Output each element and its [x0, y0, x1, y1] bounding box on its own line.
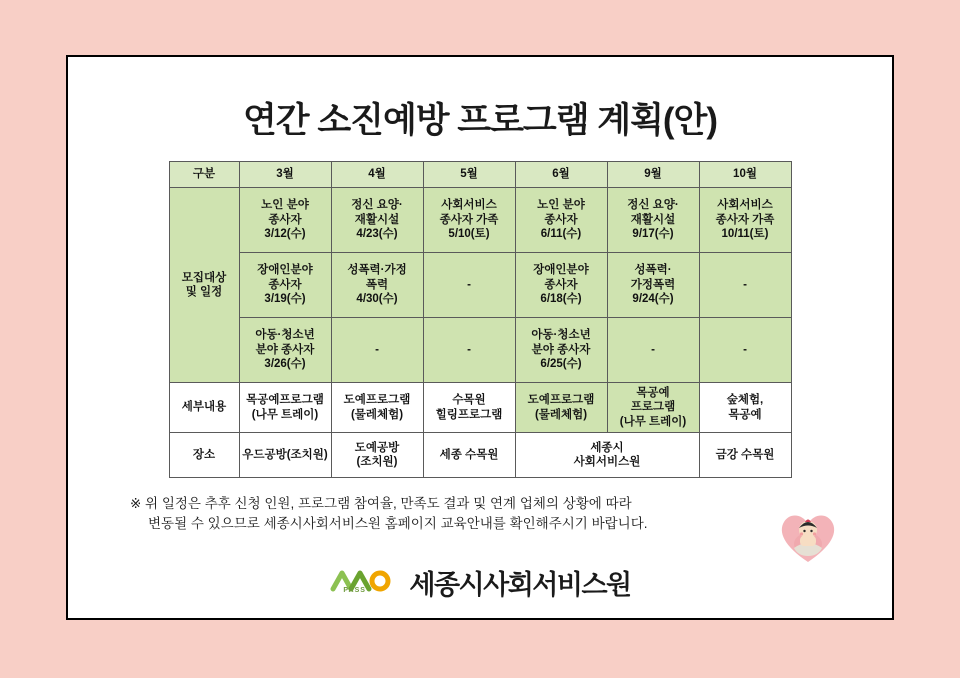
target-cell-r1c1: 성폭력·가정 폭력 4/30(수) [331, 253, 423, 318]
detail-cell-2: 수목원 힐링프로그램 [423, 383, 515, 433]
place-cell-2: 세종 수목원 [423, 433, 515, 478]
target-cell-r1c5: - [699, 253, 791, 318]
target-cell-r0c2: 사회서비스 종사자 가족 5/10(토) [423, 188, 515, 253]
target-cell-r1c0: 장애인분야 종사자 3/19(수) [239, 253, 331, 318]
target-cell-r0c0: 노인 분야 종사자 3/12(수) [239, 188, 331, 253]
page-title: 연간 소진예방 프로그램 계획(안) [242, 101, 717, 140]
table-row [169, 433, 791, 478]
target-cell-r0c5: 사회서비스 종사자 가족 10/11(토) [699, 188, 791, 253]
detail-cell-5: 숲체험, 목공예 [699, 383, 791, 433]
row-label-place: 장소 [169, 433, 239, 478]
mascot-illustration [772, 498, 844, 566]
pass-logo-icon [329, 565, 403, 599]
row-label-target-line1: 모집대상 [181, 271, 227, 284]
header-cell-5: 9월 [607, 162, 699, 188]
row-label-target-line2: 및 일정 [185, 286, 223, 298]
detail-cell-3: 도예프로그램 (물레체험) [515, 383, 607, 433]
target-cell-r2c3: 아동·청소년 분야 종사자 6/25(수) [515, 318, 607, 383]
header-cell-3: 5월 [423, 162, 515, 188]
target-cell-r1c3: 장애인분야 종사자 6/18(수) [515, 253, 607, 318]
header-cell-6: 10월 [699, 162, 791, 188]
slide-canvas [66, 55, 894, 620]
target-cell-r1c2: - [423, 253, 515, 318]
target-cell-r2c2: - [423, 318, 515, 383]
pass-logo-label: PASS [343, 587, 366, 594]
header-cell-0: 구분 [169, 162, 239, 188]
detail-cell-4: 목공예 프로그램 (나무 트레이) [607, 383, 699, 433]
target-cell-r2c0: 아동·청소년 분야 종사자 3/26(수) [239, 318, 331, 383]
target-cell-r0c3: 노인 분야 종사자 6/11(수) [515, 188, 607, 253]
row-label-target [169, 188, 239, 383]
target-cell-r0c4: 정신 요양· 재활시설 9/17(수) [607, 188, 699, 253]
row-label-detail: 세부내용 [169, 383, 239, 433]
target-cell-r0c1: 정신 요양· 재활시설 4/23(수) [331, 188, 423, 253]
header-cell-4: 6월 [515, 162, 607, 188]
header-cell-1: 3월 [239, 162, 331, 188]
table-row [169, 188, 791, 253]
detail-cell-1: 도예프로그램 (물레체험) [331, 383, 423, 433]
place-cell-4: 금강 수목원 [699, 433, 791, 478]
target-cell-r2c1: - [331, 318, 423, 383]
place-cell-1: 도예공방 (조치원) [331, 433, 423, 478]
footer-org-name: 세종시사회서비스원 [409, 569, 631, 600]
footnote [130, 494, 830, 535]
footer-logo [68, 563, 892, 605]
footnote-line-2: 변동될 수 있으므로 세종시사회서비스원 홈페이지 교육안내를 확인해주시기 바랍니다. [148, 516, 648, 532]
table-row [169, 253, 791, 318]
place-cell-0: 우드공방(조치원) [239, 433, 331, 478]
target-cell-r2c4: - [607, 318, 699, 383]
table-row [169, 383, 791, 433]
table-header-row [169, 162, 791, 188]
detail-cell-0: 목공예프로그램 (나무 트레이) [239, 383, 331, 433]
table-row [169, 318, 791, 383]
target-cell-r1c4: 성폭력· 가정폭력 9/24(수) [607, 253, 699, 318]
header-cell-2: 4월 [331, 162, 423, 188]
place-cell-3: 세종시 사회서비스원 [515, 433, 699, 478]
program-plan-table [169, 161, 792, 478]
target-cell-r2c5: - [699, 318, 791, 383]
footnote-line-1: ※ 위 일정은 추후 신청 인원, 프로그램 참여율, 만족도 결과 및 연계 업체의 상황에 따라 [130, 496, 632, 512]
